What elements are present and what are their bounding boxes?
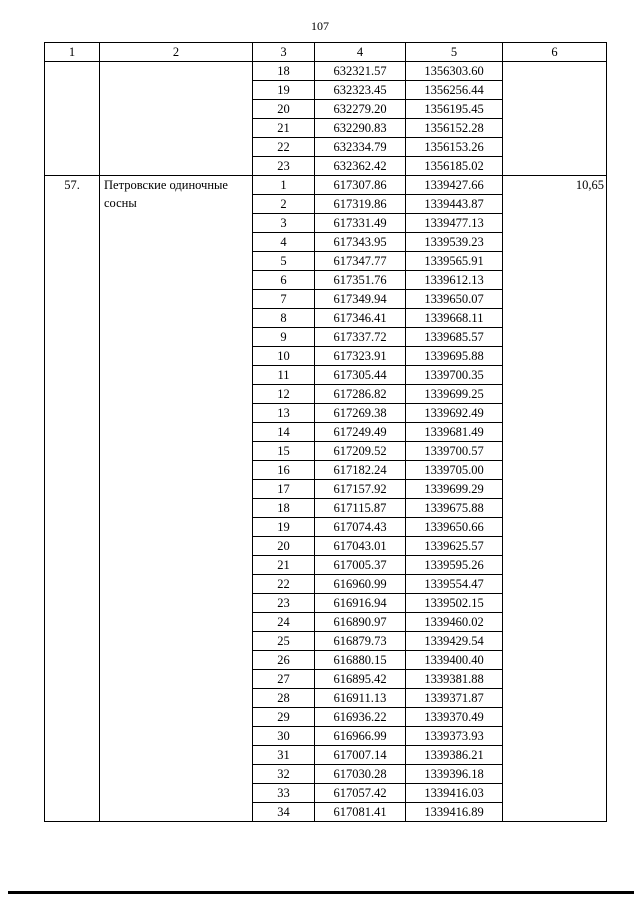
point-number-cell: 20: [253, 100, 315, 119]
area-cell: [503, 62, 607, 176]
x-coordinate-cell: 616916.94: [315, 594, 406, 613]
point-number-cell: 1: [253, 176, 315, 195]
x-coordinate-cell: 616966.99: [315, 727, 406, 746]
x-coordinate-cell: 617005.37: [315, 556, 406, 575]
y-coordinate-cell: 1339381.88: [406, 670, 503, 689]
point-number-cell: 29: [253, 708, 315, 727]
x-coordinate-cell: 617057.42: [315, 784, 406, 803]
page-number: 107: [311, 19, 329, 33]
y-coordinate-cell: 1339427.66: [406, 176, 503, 195]
point-number-cell: 10: [253, 347, 315, 366]
point-number-cell: 5: [253, 252, 315, 271]
point-number-cell: 13: [253, 404, 315, 423]
coordinates-table: [44, 42, 607, 822]
y-coordinate-cell: 1356256.44: [406, 81, 503, 100]
point-number-cell: 27: [253, 670, 315, 689]
x-coordinate-cell: 617115.87: [315, 499, 406, 518]
point-number-cell: 11: [253, 366, 315, 385]
point-number-cell: 4: [253, 233, 315, 252]
y-coordinate-cell: 1339625.57: [406, 537, 503, 556]
x-coordinate-cell: 632323.45: [315, 81, 406, 100]
x-coordinate-cell: 616890.97: [315, 613, 406, 632]
y-coordinate-cell: 1339371.87: [406, 689, 503, 708]
y-coordinate-cell: 1339692.49: [406, 404, 503, 423]
x-coordinate-cell: 617349.94: [315, 290, 406, 309]
entry-number-cell: [45, 62, 100, 176]
y-coordinate-cell: 1339650.07: [406, 290, 503, 309]
entry-name-cell: Петровские одиночные сосны: [100, 176, 253, 822]
y-coordinate-cell: 1339477.13: [406, 214, 503, 233]
y-coordinate-cell: 1339443.87: [406, 195, 503, 214]
point-number-cell: 18: [253, 499, 315, 518]
x-coordinate-cell: 632334.79: [315, 138, 406, 157]
y-coordinate-cell: 1339595.26: [406, 556, 503, 575]
table-row: [45, 62, 607, 81]
point-number-cell: 24: [253, 613, 315, 632]
x-coordinate-cell: 617286.82: [315, 385, 406, 404]
x-coordinate-cell: 617337.72: [315, 328, 406, 347]
x-coordinate-cell: 617030.28: [315, 765, 406, 784]
entry-number-cell: 57.: [45, 176, 100, 822]
y-coordinate-cell: 1339700.35: [406, 366, 503, 385]
header-cell: 2: [100, 43, 253, 62]
y-coordinate-cell: 1356152.28: [406, 119, 503, 138]
y-coordinate-cell: 1356153.26: [406, 138, 503, 157]
area-cell: 10,65: [503, 176, 607, 822]
x-coordinate-cell: 632362.42: [315, 157, 406, 176]
point-number-cell: 25: [253, 632, 315, 651]
y-coordinate-cell: 1339460.02: [406, 613, 503, 632]
y-coordinate-cell: 1339675.88: [406, 499, 503, 518]
x-coordinate-cell: 617081.41: [315, 803, 406, 822]
x-coordinate-cell: 617351.76: [315, 271, 406, 290]
x-coordinate-cell: 617346.41: [315, 309, 406, 328]
y-coordinate-cell: 1339685.57: [406, 328, 503, 347]
x-coordinate-cell: 617319.86: [315, 195, 406, 214]
point-number-cell: 34: [253, 803, 315, 822]
point-number-cell: 19: [253, 81, 315, 100]
point-number-cell: 17: [253, 480, 315, 499]
y-coordinate-cell: 1339705.00: [406, 461, 503, 480]
x-coordinate-cell: 632290.83: [315, 119, 406, 138]
point-number-cell: 23: [253, 594, 315, 613]
x-coordinate-cell: 617182.24: [315, 461, 406, 480]
x-coordinate-cell: 616879.73: [315, 632, 406, 651]
point-number-cell: 15: [253, 442, 315, 461]
x-coordinate-cell: 617307.86: [315, 176, 406, 195]
y-coordinate-cell: 1356303.60: [406, 62, 503, 81]
y-coordinate-cell: 1339416.03: [406, 784, 503, 803]
y-coordinate-cell: 1339612.13: [406, 271, 503, 290]
y-coordinate-cell: 1339699.25: [406, 385, 503, 404]
point-number-cell: 6: [253, 271, 315, 290]
x-coordinate-cell: 617343.95: [315, 233, 406, 252]
y-coordinate-cell: 1339429.54: [406, 632, 503, 651]
point-number-cell: 8: [253, 309, 315, 328]
y-coordinate-cell: 1356185.02: [406, 157, 503, 176]
x-coordinate-cell: 617331.49: [315, 214, 406, 233]
x-coordinate-cell: 616911.13: [315, 689, 406, 708]
header-cell: 1: [45, 43, 100, 62]
x-coordinate-cell: 616880.15: [315, 651, 406, 670]
header-cell: 5: [406, 43, 503, 62]
y-coordinate-cell: 1339502.15: [406, 594, 503, 613]
y-coordinate-cell: 1339565.91: [406, 252, 503, 271]
point-number-cell: 33: [253, 784, 315, 803]
y-coordinate-cell: 1356195.45: [406, 100, 503, 119]
point-number-cell: 18: [253, 62, 315, 81]
y-coordinate-cell: 1339650.66: [406, 518, 503, 537]
x-coordinate-cell: 617269.38: [315, 404, 406, 423]
x-coordinate-cell: 632279.20: [315, 100, 406, 119]
point-number-cell: 30: [253, 727, 315, 746]
point-number-cell: 32: [253, 765, 315, 784]
point-number-cell: 26: [253, 651, 315, 670]
point-number-cell: 22: [253, 138, 315, 157]
entry-name-cell: [100, 62, 253, 176]
point-number-cell: 23: [253, 157, 315, 176]
y-coordinate-cell: 1339400.40: [406, 651, 503, 670]
table-row: [45, 176, 607, 195]
x-coordinate-cell: 617074.43: [315, 518, 406, 537]
point-number-cell: 28: [253, 689, 315, 708]
header-cell: 3: [253, 43, 315, 62]
point-number-cell: 12: [253, 385, 315, 404]
y-coordinate-cell: 1339370.49: [406, 708, 503, 727]
point-number-cell: 16: [253, 461, 315, 480]
y-coordinate-cell: 1339539.23: [406, 233, 503, 252]
point-number-cell: 9: [253, 328, 315, 347]
x-coordinate-cell: 617305.44: [315, 366, 406, 385]
y-coordinate-cell: 1339699.29: [406, 480, 503, 499]
y-coordinate-cell: 1339700.57: [406, 442, 503, 461]
point-number-cell: 19: [253, 518, 315, 537]
point-number-cell: 2: [253, 195, 315, 214]
point-number-cell: 14: [253, 423, 315, 442]
y-coordinate-cell: 1339373.93: [406, 727, 503, 746]
header-cell: 6: [503, 43, 607, 62]
point-number-cell: 22: [253, 575, 315, 594]
x-coordinate-cell: 617347.77: [315, 252, 406, 271]
point-number-cell: 3: [253, 214, 315, 233]
x-coordinate-cell: 617157.92: [315, 480, 406, 499]
y-coordinate-cell: 1339695.88: [406, 347, 503, 366]
x-coordinate-cell: 632321.57: [315, 62, 406, 81]
y-coordinate-cell: 1339554.47: [406, 575, 503, 594]
point-number-cell: 21: [253, 556, 315, 575]
point-number-cell: 21: [253, 119, 315, 138]
x-coordinate-cell: 617007.14: [315, 746, 406, 765]
point-number-cell: 20: [253, 537, 315, 556]
y-coordinate-cell: 1339681.49: [406, 423, 503, 442]
x-coordinate-cell: 617209.52: [315, 442, 406, 461]
point-number-cell: 31: [253, 746, 315, 765]
x-coordinate-cell: 616960.99: [315, 575, 406, 594]
x-coordinate-cell: 616895.42: [315, 670, 406, 689]
header-row: [45, 43, 607, 62]
y-coordinate-cell: 1339396.18: [406, 765, 503, 784]
header-cell: 4: [315, 43, 406, 62]
y-coordinate-cell: 1339416.89: [406, 803, 503, 822]
x-coordinate-cell: 617249.49: [315, 423, 406, 442]
y-coordinate-cell: 1339668.11: [406, 309, 503, 328]
y-coordinate-cell: 1339386.21: [406, 746, 503, 765]
x-coordinate-cell: 617323.91: [315, 347, 406, 366]
point-number-cell: 7: [253, 290, 315, 309]
x-coordinate-cell: 616936.22: [315, 708, 406, 727]
x-coordinate-cell: 617043.01: [315, 537, 406, 556]
bottom-rule: [8, 891, 634, 894]
